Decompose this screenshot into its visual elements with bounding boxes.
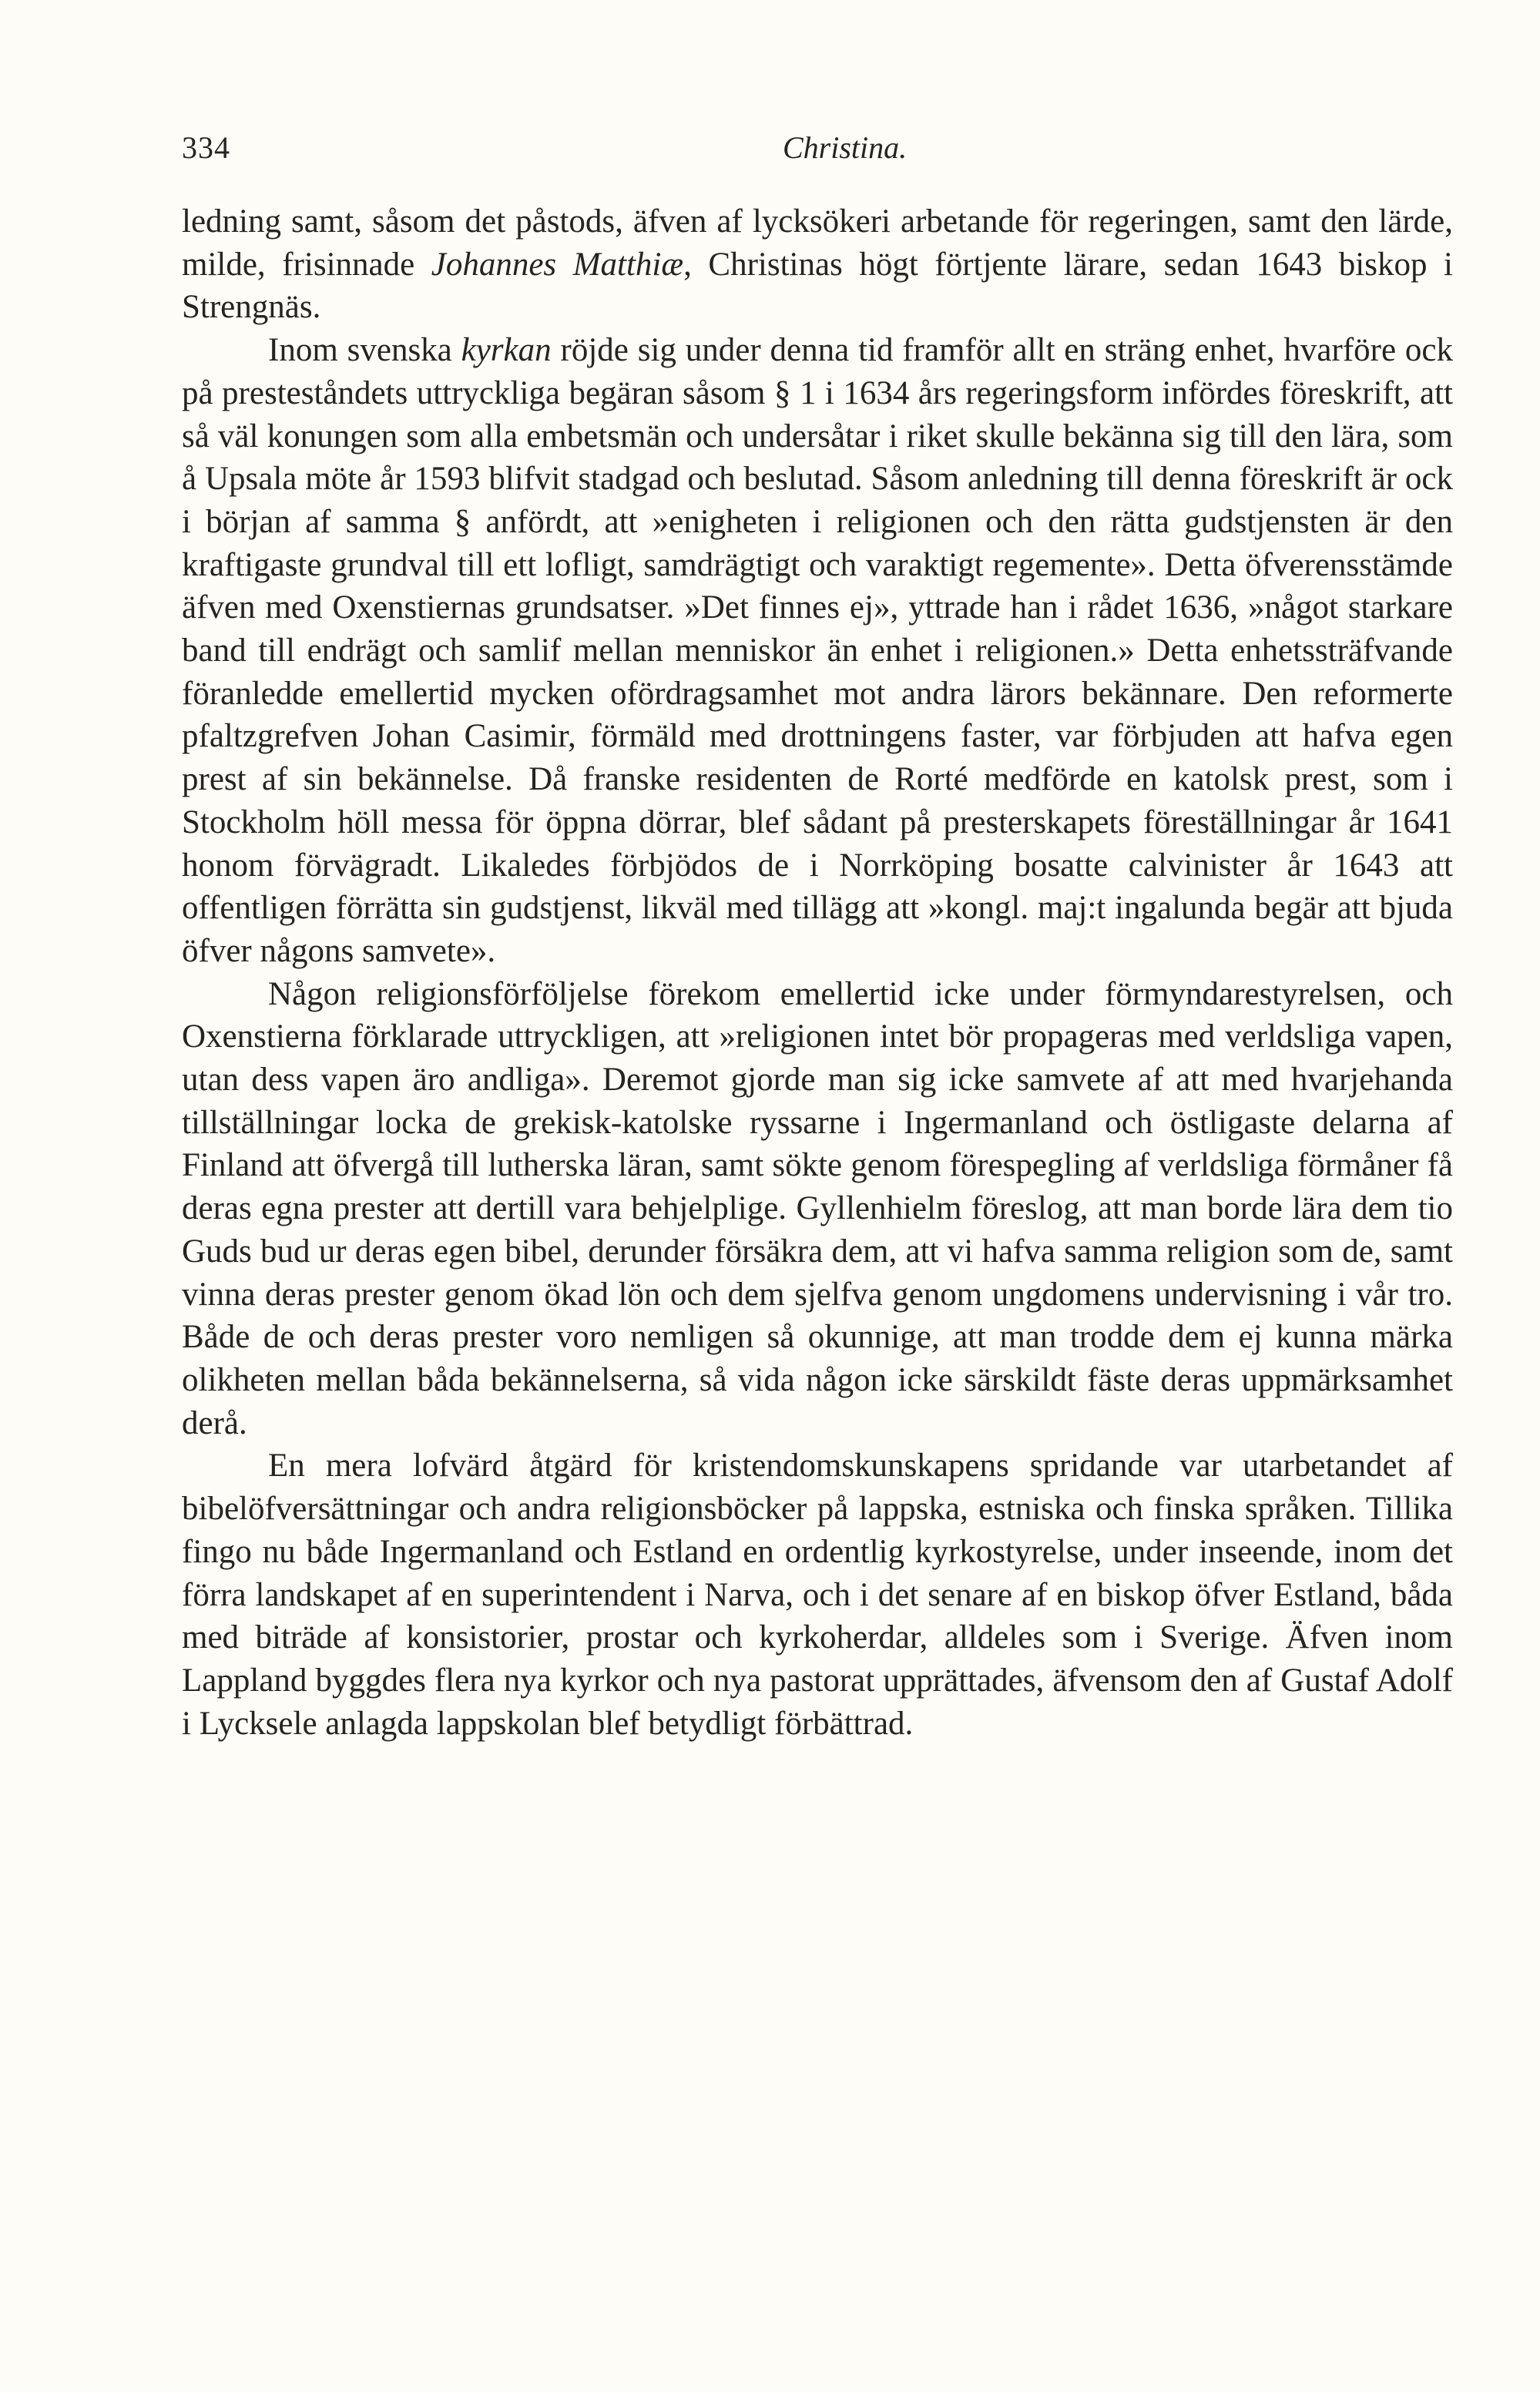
body-text (182, 200, 1453, 1745)
text-segment: Inom svenska (268, 332, 461, 369)
page-number: 334 (182, 130, 230, 165)
paragraph-4 (182, 1444, 1453, 1745)
text-segment: , Christinas högt förtjente lärare, sedan 1643 biskop i Strengnäs. (182, 246, 1453, 326)
text-segment: ledning samt, såsom det påstods, äfven af lycksökeri arbetande för regeringen, samt den lärde, milde, frisinnade (182, 203, 1453, 283)
paragraph-2 (182, 329, 1453, 973)
paragraph-1 (182, 200, 1453, 329)
text-segment: Någon religionsförföljelse förekom emellertid icke under förmyndarestyrelsen, och Oxenstierna förklarade uttryckligen, att »religionen intet bör propageras med verldsliga vapen, utan dess vapen äro andliga». Deremot gjorde man sig icke samvete af att med hvarjehanda tillställningar locka de grekisk-katolske ryssarne i Ingermanland och östligaste delarna af Finland att öfvergå till lutherska läran, samt sökte genom förespegling af verldsliga förmåner få deras egna prester att dertill vara behjelplige. Gyllenhielm föreslog, att man borde lära dem tio Guds bud ur deras egen bibel, derunder försäkra dem, att vi hafva samma religion som de, samt vinna deras prester genom ökad lön och dem sjelfva genom ungdomens undervisning i vår tro. Både de och deras prester voro nemligen så okunnige, att man trodde dem ej kunna märka olikheten mellan båda bekännelserna, så vida någon icke särskildt fäste deras uppmärksamhet derå. (182, 975, 1453, 1441)
page-header (182, 129, 1453, 176)
italic-term: kyrkan (461, 332, 552, 369)
paragraph-3 (182, 973, 1453, 1445)
running-title: Christina. (783, 130, 908, 165)
text-segment: röjde sig under denna tid framför allt en sträng enhet, hvarföre ock på presteståndets uttryckliga begäran såsom § 1 i 1634 års regeringsform infördes föreskrift, att så väl konungen som alla embetsmän och undersåtar i riket skulle bekänna sig till den lära, som å Upsala möte år 1593 blifvit stadgad och beslutad. Såsom anledning till denna föreskrift är ock i början af samma § anfördt, att »enigheten i religionen och den rätta gudstjensten är den kraftigaste grundval till ett lofligt, samdrägtigt och varaktigt regemente». Detta öfverensstämde äfven med Oxenstiernas grundsatser. »Det finnes ej», yttrade han i rådet 1636, »något starkare band till endrägt och samlif mellan menniskor än enhet i religionen.» Detta enhetssträfvande föranledde emellertid mycken ofördragsamhet mot andra lärors bekännare. Den reformerte pfaltzgrefven Johan Casimir, förmäld med drottningens faster, var förbjuden att hafva egen prest af sin bekännelse. Då franske residenten de Rorté medförde en katolsk prest, som i Stockholm höll messa för öppna dörrar, blef sådant på presterskapets föreställningar år 1641 honom förvägradt. Likaledes förbjödos de i Norrköping bosatte calvinister år 1643 att offentligen förrätta sin gudstjenst, likväl med tillägg att »kongl. maj:t ingalunda begär att bjuda öfver någons samvete». (182, 332, 1453, 969)
text-segment: En mera lofvärd åtgärd för kristendomskunskapens spridande var utarbetandet af bibelöfversättningar och andra religionsböcker på lappska, estniska och finska språken. Tillika fingo nu både Ingermanland och Estland en ordentlig kyrkostyrelse, under inseende, inom det förra landskapet af en superintendent i Narva, och i det senare af en biskop öfver Estland, båda med biträde af konsistorier, prostar och kyrkoherdar, alldeles som i Sverige. Äfven inom Lappland byggdes flera nya kyrkor och nya pastorat upprättades, äfvensom den af Gustaf Adolf i Lycksele anlagda lappskolan blef betydligt förbättrad. (182, 1448, 1453, 1742)
italic-name: Johannes Matthiæ (431, 246, 684, 283)
